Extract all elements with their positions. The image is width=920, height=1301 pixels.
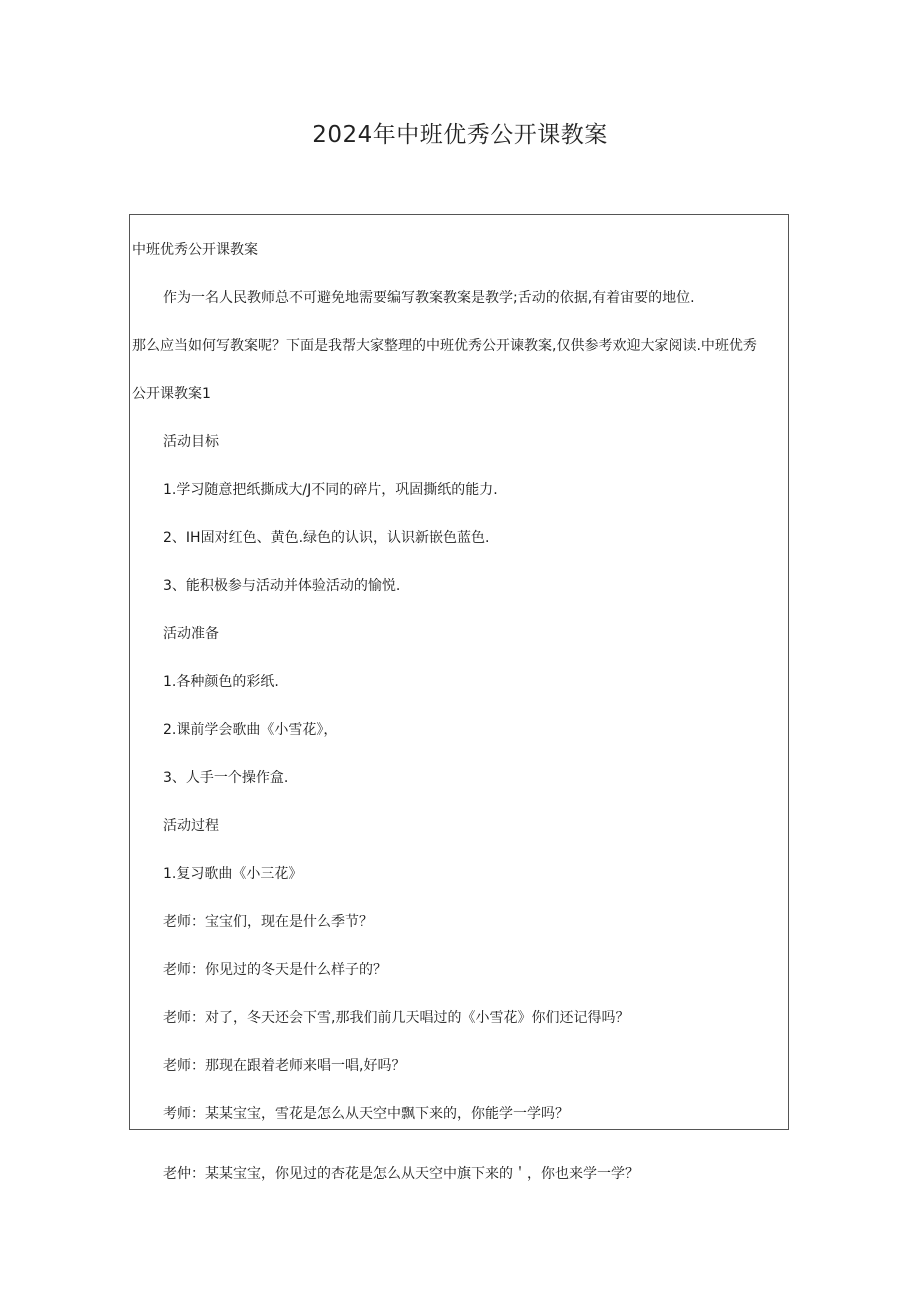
- goal-item: 1.学习随意把纸撕成大/J不同的碎片，巩固撕纸的能力.: [163, 482, 498, 498]
- preparation-heading: 活动准备: [163, 626, 219, 642]
- page-title: 2024年中班优秀公开课教案: [312, 122, 608, 148]
- preparation-item: 3、人手一个操作盒.: [163, 770, 289, 786]
- dialogue-line: 老师：那现在跟着老师来唱一唱,好吗？: [163, 1058, 406, 1074]
- dialogue-line-outside: 老仲：某某宝宝，你见过的杏花是怎么从天空中旗下来的＇，你也来学一学？: [163, 1166, 639, 1182]
- preparation-item: 1.各种颜色的彩纸.: [163, 674, 279, 690]
- intro-paragraph: 作为一名人民教师总不可避免地需要编写教案教案是教学;舌动的依据,有着宙要的地位.: [163, 290, 695, 306]
- lesson-heading: 公开课教案1: [132, 386, 211, 402]
- activity-goals-heading: 活动目标: [163, 434, 219, 450]
- preparation-item: 2.课前学会歌曲《小雪花》，: [163, 722, 338, 738]
- dialogue-line: 老师：你见过的冬天是什么样子的？: [163, 962, 387, 978]
- intro-paragraph-2: 那么应当如何写教案呢？下面是我帮大家整理的中班优秀公开谏教案,仅供参考欢迎大家阅读.中班优秀: [132, 338, 757, 354]
- goal-item: 2、IH固对红色、黄色.绿色的认识，认识新嵌色蓝色.: [163, 530, 490, 546]
- dialogue-line: 考师：某某宝宝，雪花是怎么从天空中飘下来的，你能学一学吗？: [163, 1106, 569, 1122]
- dialogue-line: 老师：对了，冬天还会下雪,那我们前几天唱过的《小雪花》你们还记得吗？: [163, 1010, 630, 1026]
- section-heading: 中班优秀公开课教案: [132, 242, 258, 258]
- goal-item: 3、能积极参与活动并体验活动的愉悦.: [163, 578, 401, 594]
- process-step: 1.复习歌曲《小三花》: [163, 866, 303, 882]
- process-heading: 活动过程: [163, 818, 219, 834]
- dialogue-line: 老师：宝宝们，现在是什么季节？: [163, 914, 373, 930]
